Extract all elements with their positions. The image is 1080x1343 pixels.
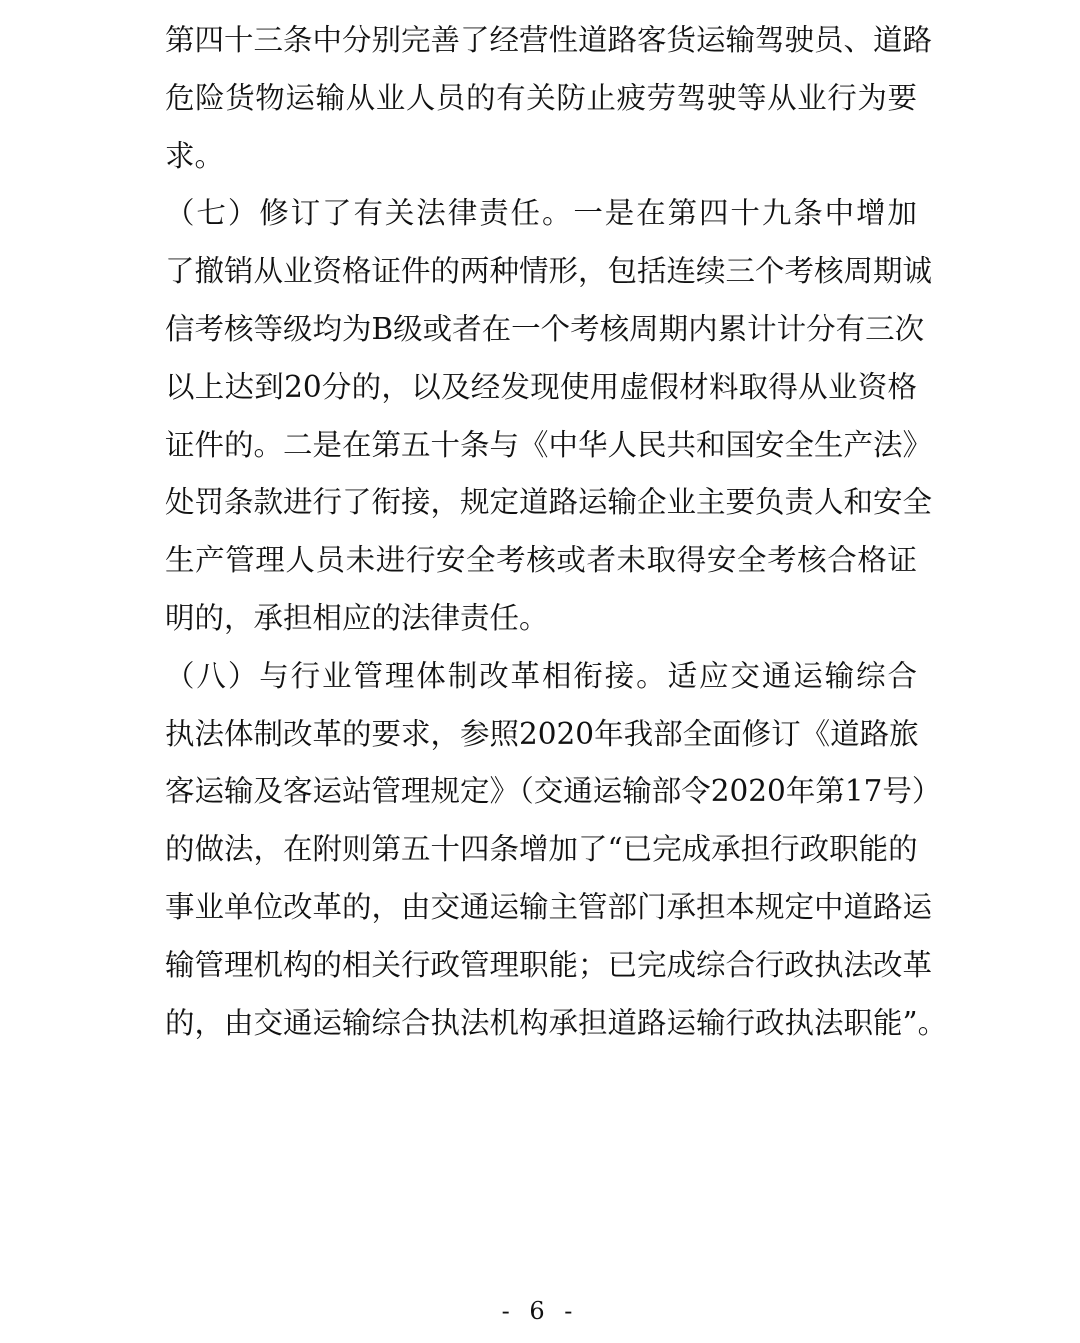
text-line: 的做法，在附则第五十四条增加了“已完成承担行政职能的	[165, 832, 918, 867]
text-line: 第四十三条中分别完善了经营性道路客货运输驾驶员、道路	[165, 23, 933, 57]
text-line: 以上达到20分的，以及经发现使用虚假材料取得从业资格	[165, 369, 917, 404]
text-line: 明的，承担相应的法律责任。	[165, 600, 549, 635]
text-line: 输管理机构的相关行政管理职能；已完成综合行政执法改革	[165, 947, 933, 982]
text-line: 求。	[165, 138, 225, 173]
text-line: 证件的。二是在第五十条与《中华人民共和国安全生产法》	[165, 427, 933, 462]
text-line: 信考核等级均为B级或者在一个考核周期内累计计分有三次	[165, 311, 925, 346]
document-body	[165, 12, 948, 1052]
text-line: 执法体制改革的要求，参照2020年我部全面修订《道路旅	[165, 716, 919, 751]
text-line: 的，由交通运输综合执法机构承担道路运输行政执法职能”。	[165, 1005, 948, 1040]
text-line: 危险货物运输从业人员的有关防止疲劳驾驶等从业行为要	[165, 80, 917, 115]
text-line: 事业单位改革的，由交通运输主管部门承担本规定中道路运	[165, 889, 933, 924]
text-line: 处罚条款进行了衔接，规定道路运输企业主要负责人和安全	[165, 485, 933, 520]
text-line: 生产管理人员未进行安全考核或者未取得安全考核合格证	[165, 543, 917, 578]
page-number: - 6 -	[501, 1297, 579, 1325]
text-line: （七）修订了有关法律责任。一是在第四十九条中增加	[165, 196, 917, 231]
text-line: （八）与行业管理体制改革相衔接。适应交通运输综合	[165, 658, 917, 693]
text-line: 了撤销从业资格证件的两种情形，包括连续三个考核周期诚	[165, 254, 933, 289]
text-line: 客运输及客运站管理规定》（交通运输部令2020年第17号）	[165, 774, 942, 809]
